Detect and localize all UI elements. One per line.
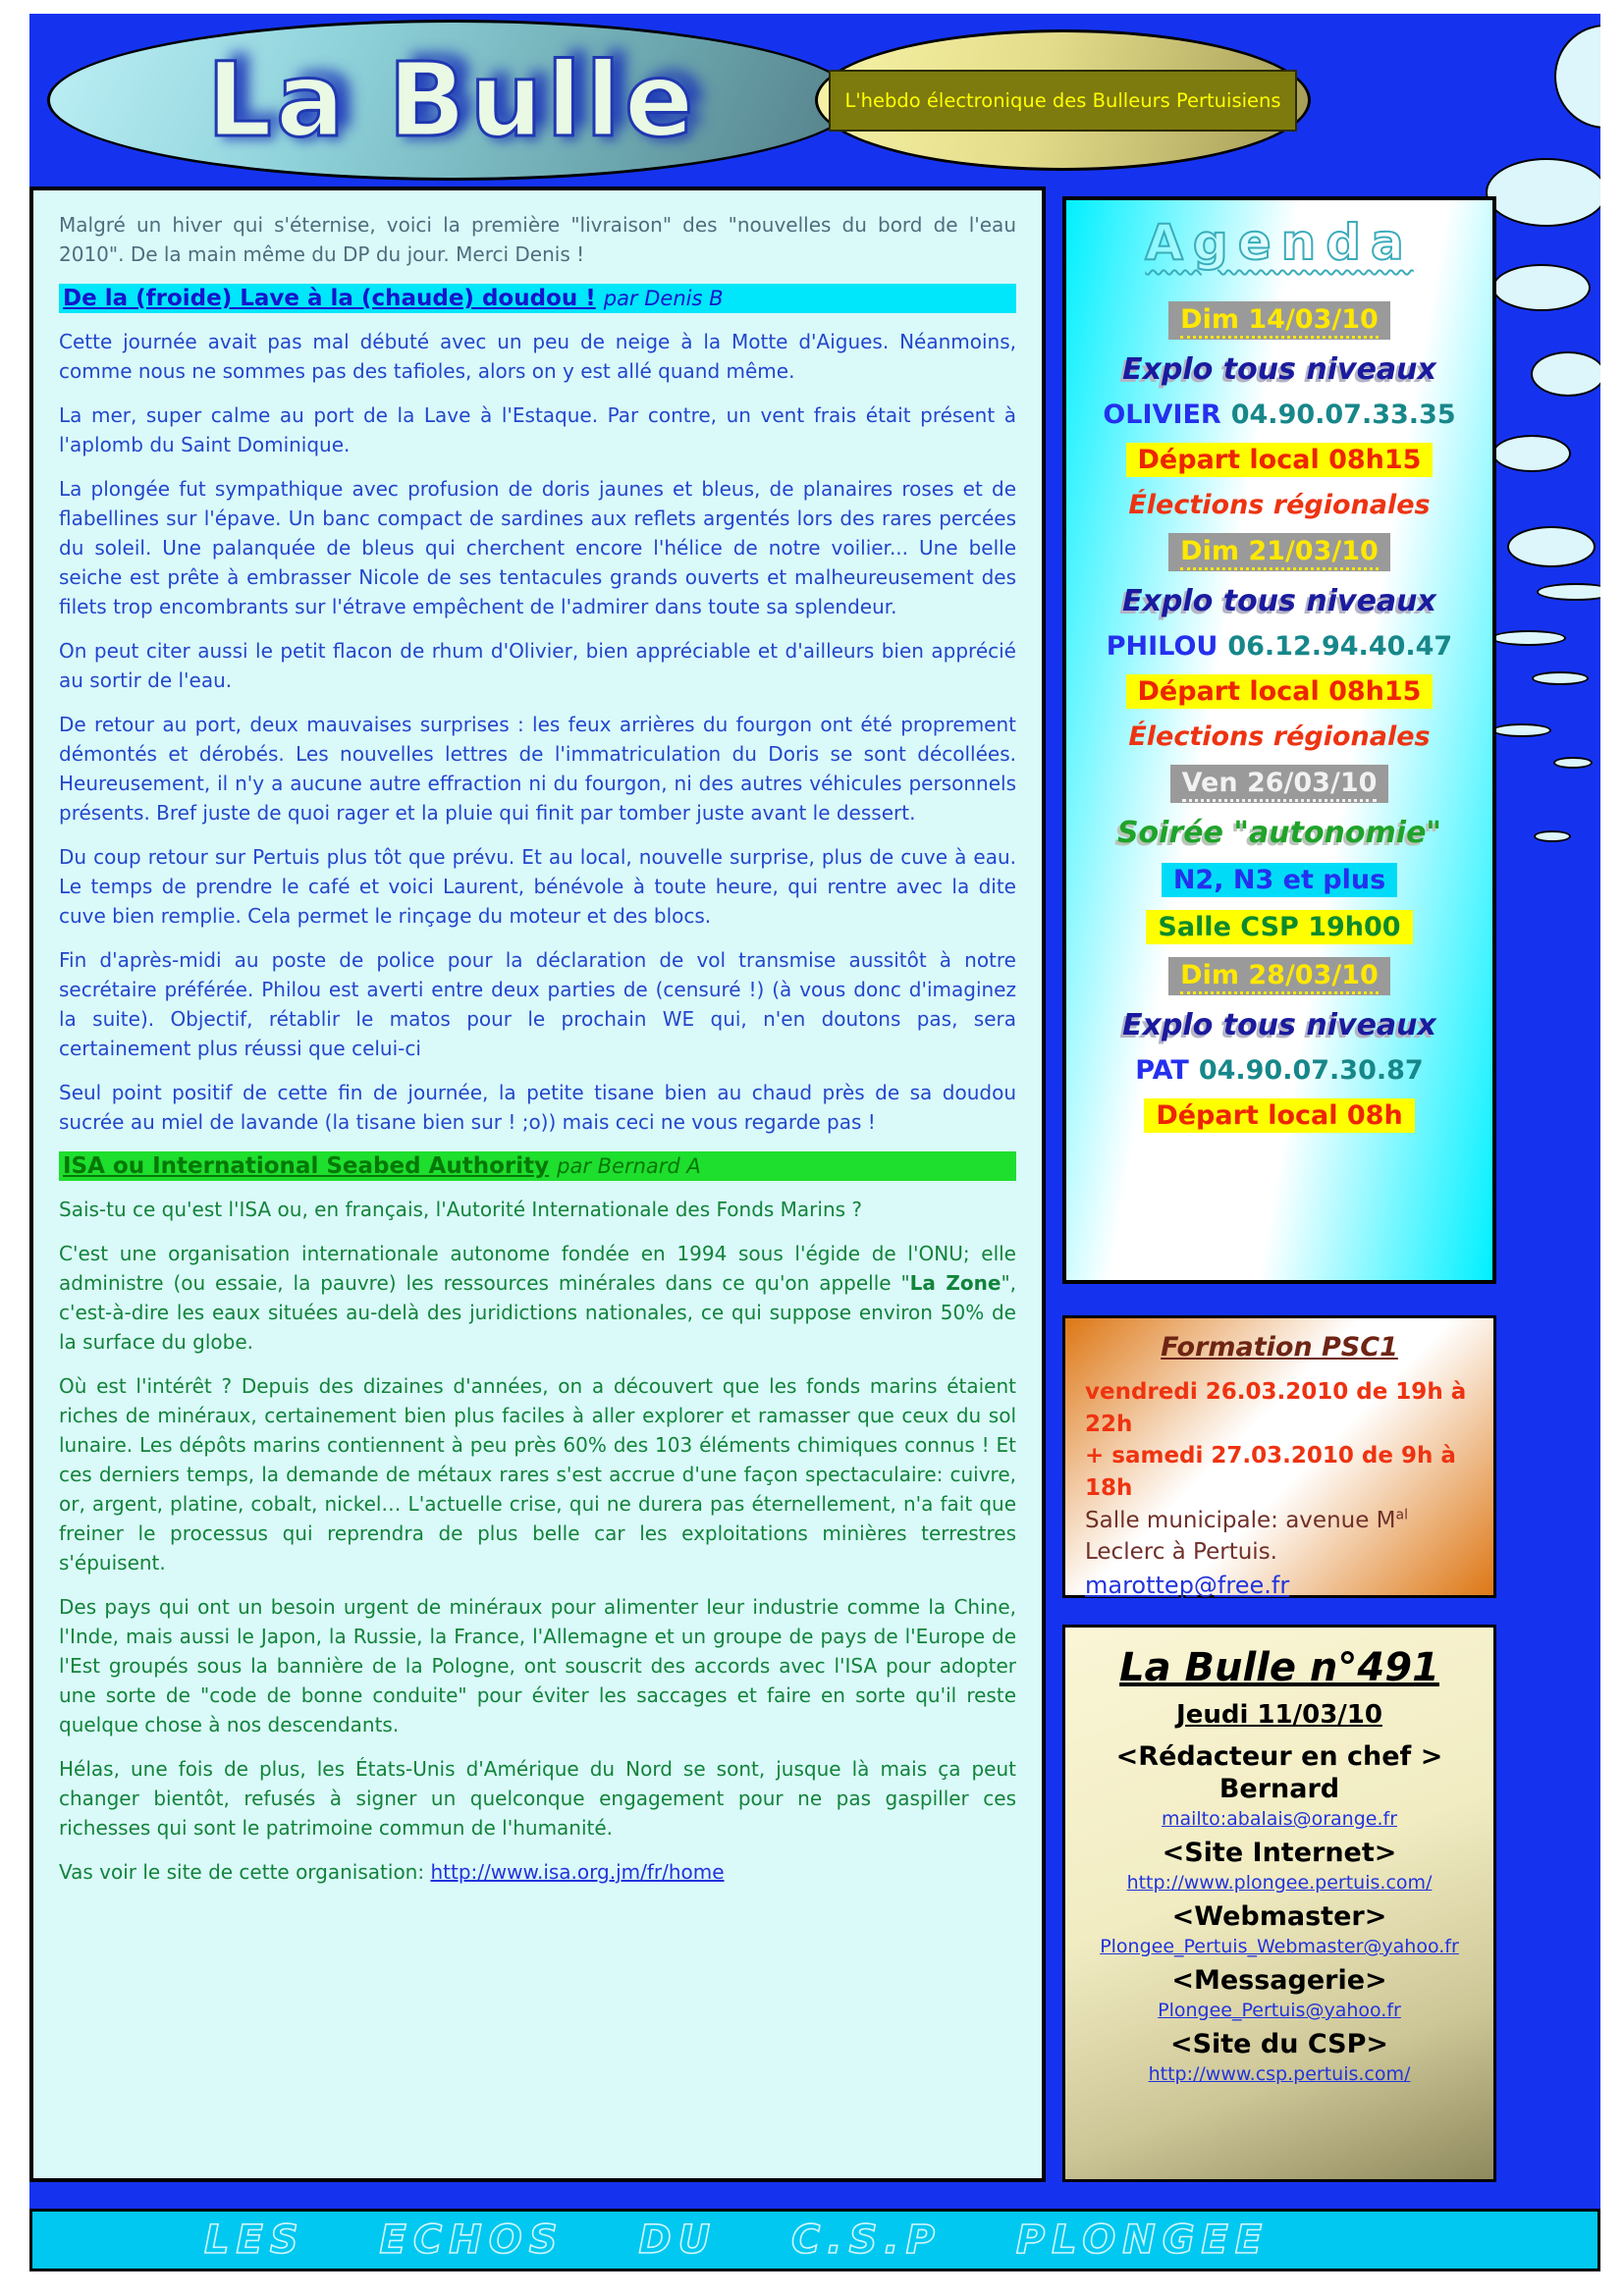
bubble-decoration	[1554, 25, 1600, 129]
csp-site-label: <Site du CSP>	[1169, 2029, 1389, 2059]
article-isa	[59, 1151, 1016, 1887]
contact-phone: 06.12.94.40.47	[1227, 631, 1453, 662]
article2-closing	[59, 1857, 1016, 1887]
articles-panel	[29, 187, 1046, 2182]
newsletter-title: La Bulle	[206, 40, 698, 160]
issue-info-panel	[1062, 1625, 1496, 2182]
event-title: Explo tous niveaux	[1122, 584, 1436, 618]
closing-text: Vas voir le site de cette organisation:	[59, 1860, 431, 1884]
bubble-decoration	[1492, 723, 1551, 737]
article2-paragraph: Où est l'intérêt ? Depuis des dizaines d'années, on a découvert que les fonds marins étaient riches de minéraux, certainement bien plus faciles à aller explorer et ramasser que ceux du sol lunaire. Les dépôts marins contiennent à peu près 60% des 103 éléments chimiques connus ! Et ces derniers temps, la demande de métaux rares s'est accrue d'une façon spectaculaire: cuivre, or, argent, platine, cobalt, nickel… L'actuelle crise, qui ne durera pas éternellement, n'a fait que freiner le processus qui reprendra de plus belle car les exploitations minières terrestres s'épuisent.	[59, 1374, 1016, 1575]
article1-paragraph: Du coup retour sur Pertuis plus tôt que prévu. Et au local, nouvelle surprise, plus de cuve à eau. Le temps de prendre le café et voici Laurent, bénévole à toute heure, qui rentre avec la dite cuve bien remplie. Cela permet le rinçage du moteur et des blocs.	[59, 845, 1016, 928]
paragraph-text: C'est une organisation internationale autonome fondée en 1994 sous l'égide de l'ONU; elle administre (ou essaie, la pauvre) les ressources minérales dans ce qu'on appelle "	[59, 1242, 1016, 1295]
contact-name: PHILOU	[1106, 631, 1218, 662]
agenda-event-place	[1066, 910, 1492, 944]
csp-site-link[interactable]: http://www.csp.pertuis.com/	[1148, 2063, 1411, 2085]
la-zone-bold: La Zone	[909, 1271, 1001, 1295]
event-date: Dim 21/03/10	[1180, 536, 1379, 570]
article2-title: ISA ou International Seabed Authority	[63, 1153, 550, 1179]
agenda-event-depart	[1066, 1098, 1492, 1133]
psc1-date-line: + samedi 27.03.2010 de 9h à 18h	[1085, 1443, 1456, 1501]
paragraph-text: ", c'est-à-dire les eaux situées au-delà des juridictions nationales, ce qui suppose environ 50% de la surface du globe.	[59, 1271, 1016, 1354]
event-title: Soirée "autonomie"	[1116, 816, 1442, 850]
agenda-event-depart	[1066, 674, 1492, 709]
psc1-place-text: Salle municipale: avenue M	[1085, 1507, 1396, 1533]
webmaster-link[interactable]: Plongee_Pertuis_Webmaster@yahoo.fr	[1100, 1936, 1459, 1957]
editor-email-link[interactable]: mailto:abalais@orange.fr	[1161, 1808, 1398, 1830]
article1-paragraph: Fin d'après-midi au poste de police pour la déclaration de vol transmise aussitôt à notre secrétaire préférée. Philou est averti entre deux parties de (censuré !) (à vous donc d'imaginez la suite). Objectif, rétablir le matos pour le prochain WE qui, n'en doutons pas, sera certainement plus réussi que celui-ci	[59, 948, 1016, 1060]
site-link[interactable]: http://www.plongee.pertuis.com/	[1126, 1872, 1433, 1894]
event-date: Dim 28/03/10	[1180, 960, 1379, 994]
isa-site-link[interactable]: http://www.isa.org.jm/fr/home	[430, 1860, 725, 1884]
event-date: Ven 26/03/10	[1182, 768, 1378, 802]
agenda-event-depart	[1066, 443, 1492, 477]
event-date: Dim 14/03/10	[1180, 304, 1379, 339]
messaging-label: <Messagerie>	[1171, 1965, 1387, 1996]
article1-paragraph: Cette journée avait pas mal débuté avec un peu de neige à la Motte d'Aigues. Néanmoins, comme nous ne sommes pas des tafioles, alors on y est allé quand même.	[59, 330, 1016, 383]
bubble-decoration	[1532, 671, 1589, 685]
bubble-decoration	[1492, 264, 1591, 311]
bubble-decoration	[1486, 158, 1600, 227]
article1-paragraph: On peut citer aussi le petit flacon de rhum d'Olivier, bien appréciable et d'ailleurs bien apprécié au sortir de l'eau.	[59, 639, 1016, 692]
messaging-link[interactable]: Plongee_Pertuis@yahoo.fr	[1158, 2000, 1401, 2021]
article-lave-doudou	[59, 284, 1016, 1137]
contact-name: OLIVIER	[1103, 400, 1221, 430]
psc1-panel	[1062, 1315, 1496, 1598]
agenda-title: Agenda	[1145, 214, 1414, 271]
tagline: L'hebdo électronique des Bulleurs Pertuisiens	[829, 70, 1296, 132]
article2-paragraph: Des pays qui ont un besoin urgent de minéraux pour alimenter leur industrie comme la Chine, l'Inde, mais aussi le Japon, la Russie, la France, l'Allemagne et un groupe de pays de l'Europe de l'Est groupés sous la bannière de la Pologne, ont souscrit des accords avec l'ISA pour adopter une sorte de "code de bonne conduite" pour éviter les saccages et faire en sorte qu'il reste quelque chose à nos descendants.	[59, 1595, 1016, 1736]
article1-paragraph: De retour au port, deux mauvaises surprises : les feux arrières du fourgon ont été proprement démontés et dérobés. Les nouvelles lettres de l'immatriculation du Doris se sont décollées. Heureusement, il n'y a aucune autre effraction ni du fourgon, ni des autres véhicules personnels présents. Bref juste de quoi rager et la pluie qui finit par tomber juste avant le dessert.	[59, 713, 1016, 825]
bubble-decoration	[1553, 757, 1593, 769]
event-title: Explo tous niveaux	[1122, 1008, 1436, 1042]
depart-chip: Départ local 08h15	[1126, 443, 1434, 477]
issue-title: La Bulle n°491	[1119, 1645, 1439, 1690]
editor-name: Bernard	[1218, 1774, 1340, 1804]
event-contact	[1066, 1055, 1492, 1086]
page-background	[29, 14, 1600, 2271]
psc1-email-link[interactable]: marottep@free.fr	[1085, 1571, 1290, 1599]
article1-headline	[59, 284, 1016, 313]
event-note: Élections régionales	[1128, 490, 1431, 520]
event-contact	[1066, 631, 1492, 662]
article2-paragraph: Hélas, une fois de plus, les États-Unis d'Amérique du Nord se sont, jusque là mais ça peut changer bientôt, refusés à signer un quelconque engagement pour ne pas gaspiller ces richesses qui sont le patrimoine commun de l'humanité.	[59, 1757, 1016, 1840]
article2-paragraph: Sais-tu ce qu'est l'ISA ou, en français, l'Autorité Internationale des Fonds Marins ?	[59, 1198, 863, 1221]
article2-paragraph	[59, 1239, 1016, 1357]
article1-paragraph: Seul point positif de cette fin de journée, la petite tisane bien au chaud près de sa doudou sucrée au miel de lavande (la tisane bien sur ! ;o)) mais ceci ne vous regarde pas !	[59, 1081, 1016, 1134]
tagline-ellipse	[815, 29, 1311, 171]
webmaster-label: <Webmaster>	[1171, 1901, 1387, 1932]
article1-byline: par Denis B	[603, 287, 724, 310]
agenda-event-date	[1066, 533, 1492, 571]
contact-phone: 04.90.07.30.87	[1198, 1055, 1424, 1086]
psc1-place-sup: al	[1395, 1506, 1408, 1522]
footer-text: LES ECHOS DU C.S.P PLONGEE	[204, 2217, 1270, 2263]
article2-headline	[59, 1151, 1016, 1181]
masthead-ellipse	[47, 20, 857, 181]
bubble-decoration	[1534, 830, 1571, 842]
bubble-decoration	[1537, 583, 1600, 601]
article1-paragraph: La plongée fut sympathique avec profusion de doris jaunes et bleus, de planaires roses et de flabellines sur l'épave. Un banc compact de sardines aux reflets argentés lors des rares percées du soleil. Une palanquée de bleus qui cherchent encore l'hélice de notre voilier... Une belle seiche est prête à embrasser Nicole de ses tentacules grands ouverts et malheureusement des filets trop encombrants sur l'étrave empêchent de l'admirer dans toute sa splendeur.	[59, 477, 1016, 618]
depart-chip: Départ local 08h	[1144, 1098, 1414, 1133]
article1-title: De la (froide) Lave à la (chaude) doudou !	[63, 286, 596, 311]
bubble-decoration	[1491, 630, 1566, 646]
issue-date: Jeudi 11/03/10	[1176, 1700, 1382, 1730]
contact-name: PAT	[1135, 1055, 1189, 1086]
agenda-event-date	[1066, 957, 1492, 995]
event-note: Élections régionales	[1128, 721, 1431, 752]
event-contact	[1066, 400, 1492, 430]
intro-paragraph: Malgré un hiver qui s'éternise, voici la première "livraison" des "nouvelles du bord de l'eau 2010". De la main même du DP du jour. Merci Denis !	[59, 213, 1016, 266]
psc1-date-line: vendredi 26.03.2010 de 19h à 22h	[1085, 1379, 1467, 1437]
level-chip: N2, N3 et plus	[1162, 863, 1397, 897]
agenda-panel	[1062, 196, 1496, 1284]
article1-paragraph: La mer, super calme au port de la Lave à l'Estaque. Par contre, un vent frais était présent à l'aplomb du Saint Dominique.	[59, 403, 1016, 456]
bubble-decoration	[1531, 351, 1600, 397]
editor-label: <Rédacteur en chef >	[1115, 1741, 1443, 1772]
agenda-event-date	[1066, 765, 1492, 803]
depart-chip: Départ local 08h15	[1126, 674, 1434, 709]
footer-bar	[29, 2209, 1600, 2271]
agenda-event-level	[1066, 863, 1492, 897]
agenda-event-date	[1066, 301, 1492, 340]
psc1-title: Formation PSC1	[1161, 1332, 1398, 1362]
psc1-place-line	[1085, 1505, 1474, 1537]
site-label: <Site Internet>	[1162, 1838, 1397, 1868]
bubble-decoration	[1492, 435, 1571, 472]
event-title: Explo tous niveaux	[1122, 352, 1436, 387]
psc1-place-line: Leclerc à Pertuis.	[1085, 1539, 1277, 1566]
contact-phone: 04.90.07.33.35	[1230, 400, 1456, 430]
article2-byline: par Bernard A	[557, 1154, 701, 1178]
bubble-decoration	[1507, 526, 1596, 567]
place-chip: Salle CSP 19h00	[1146, 910, 1412, 944]
